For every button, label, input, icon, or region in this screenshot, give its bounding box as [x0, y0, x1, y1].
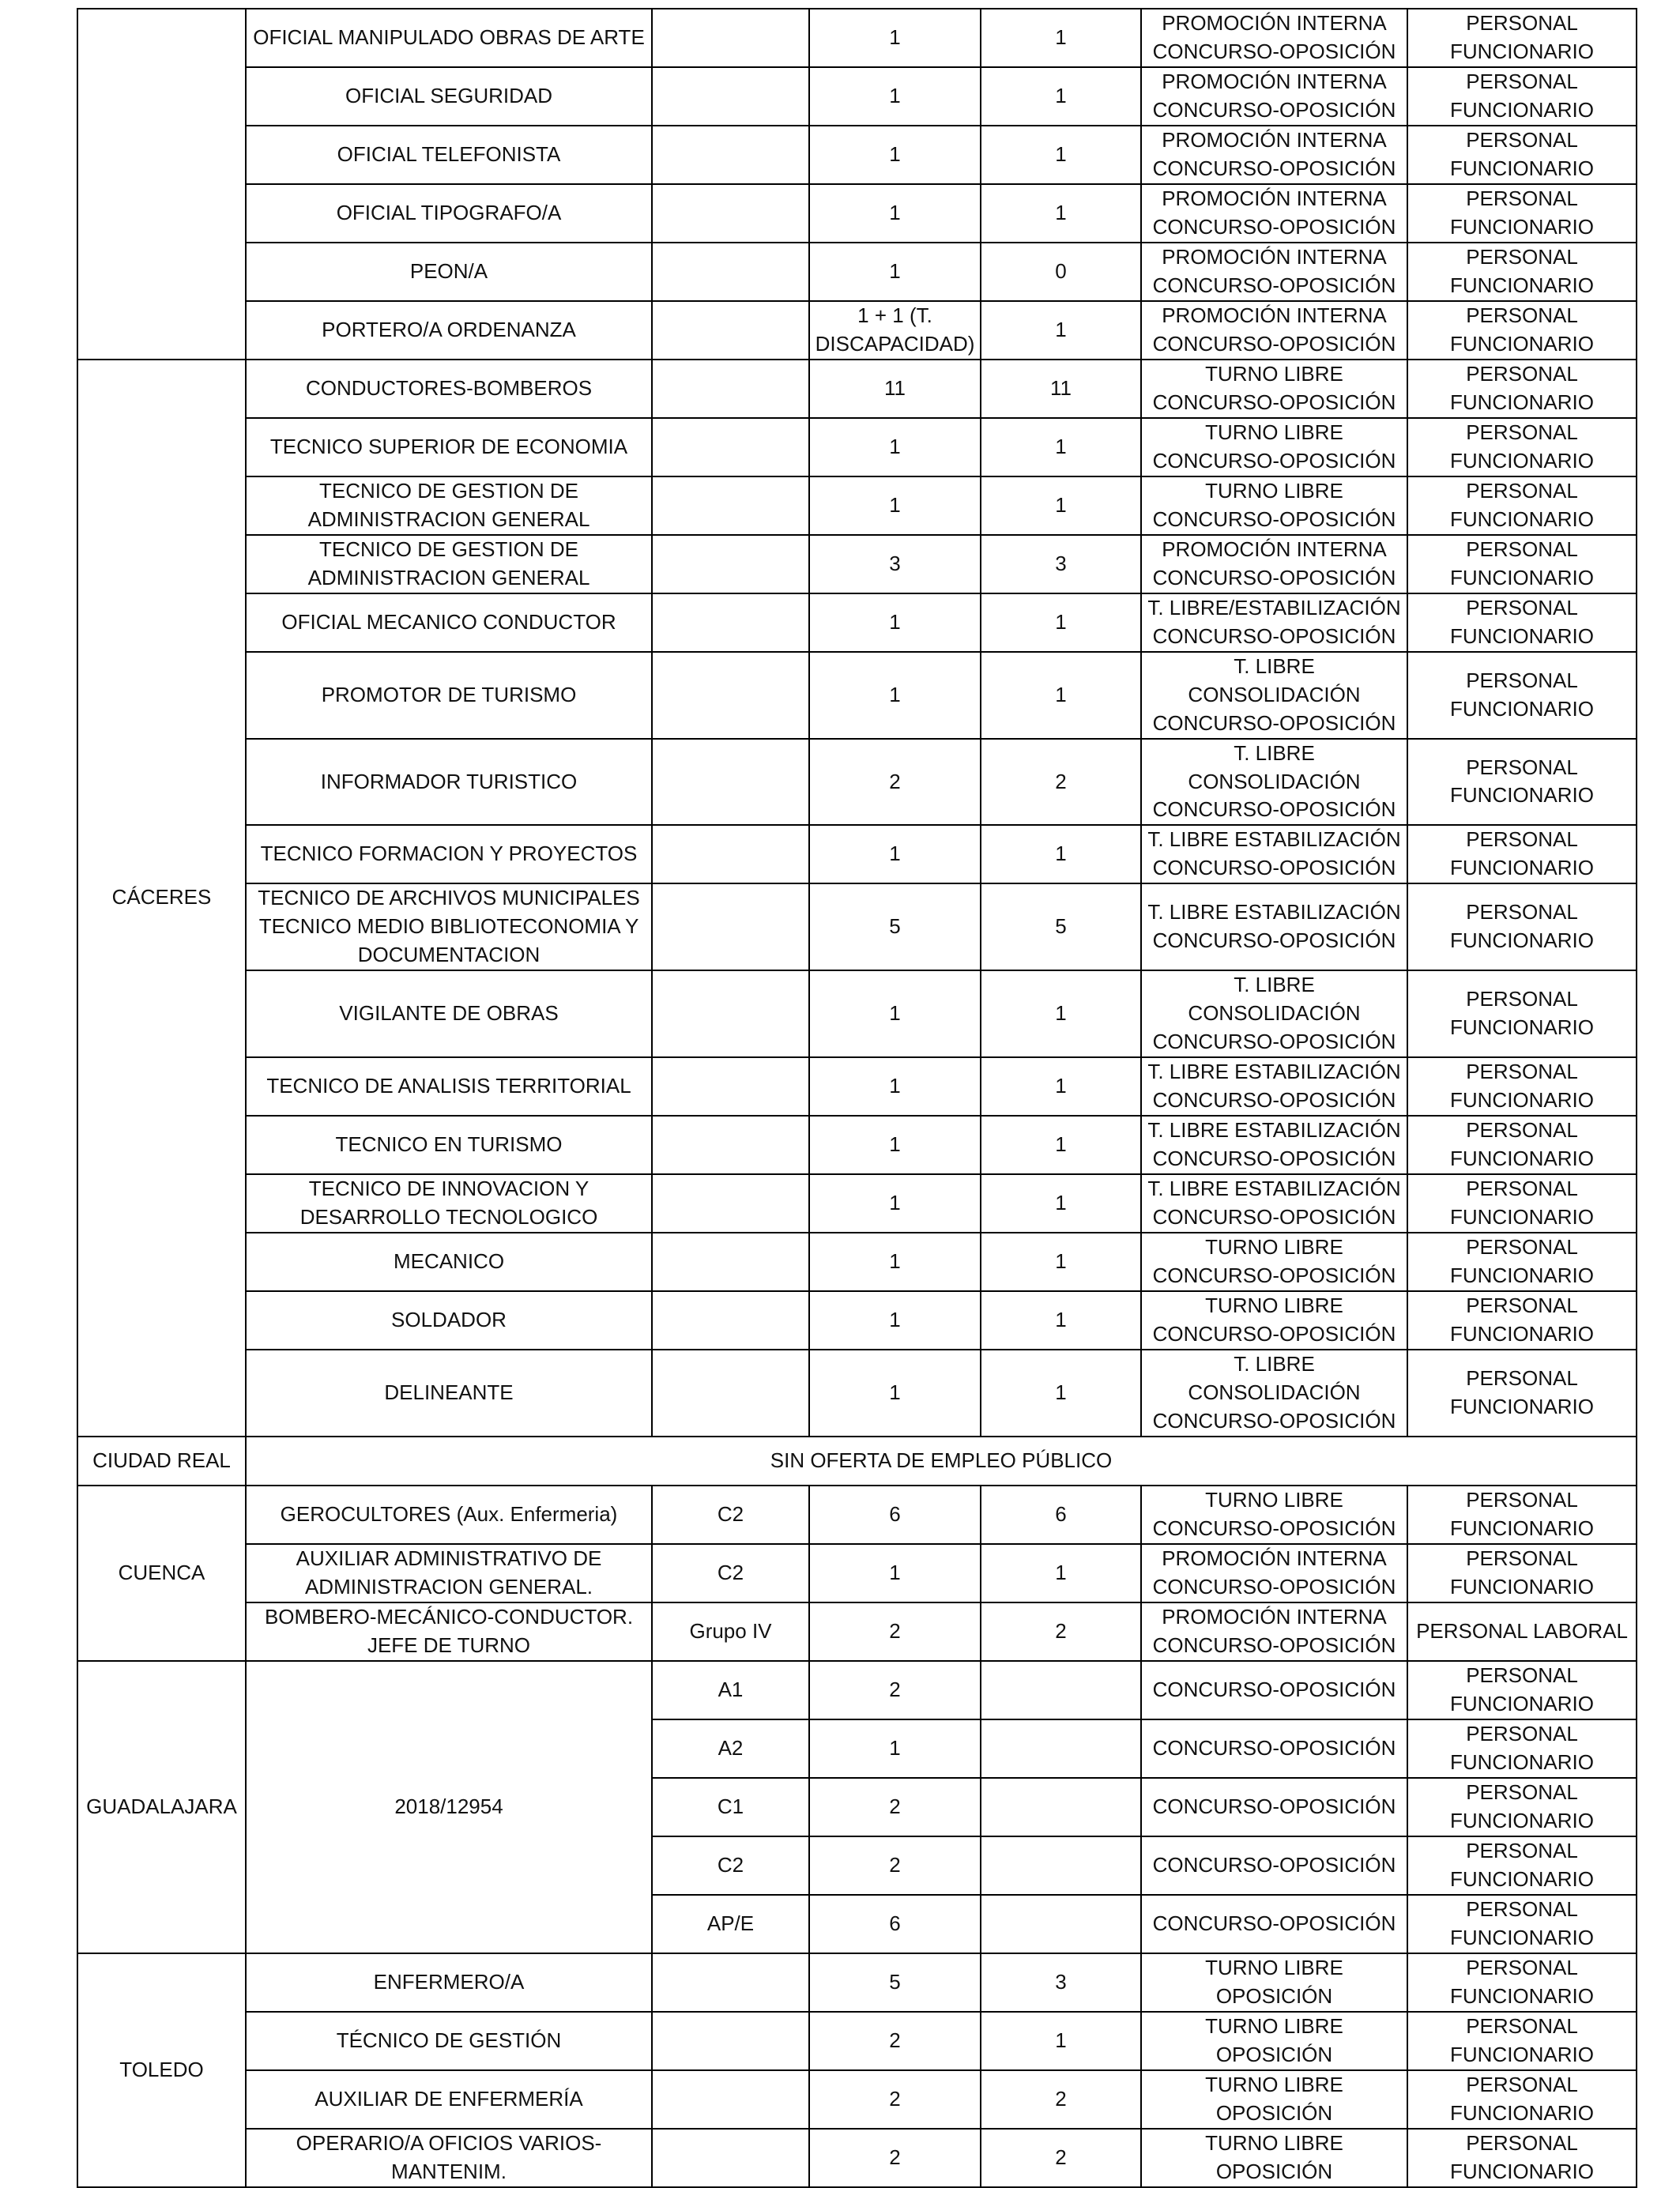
table-row — [77, 2129, 1637, 2187]
group-cell — [652, 9, 809, 67]
staff-type-cell: PERSONAL FUNCIONARIO — [1407, 2070, 1637, 2129]
position-cell: PORTERO/A ORDENANZA — [246, 301, 652, 360]
offered-cell: 1 — [809, 1544, 981, 1602]
staff-type-cell: PERSONAL FUNCIONARIO — [1407, 476, 1637, 535]
convened-cell: 1 — [981, 652, 1141, 739]
system-cell: TURNO LIBRE CONCURSO-OPOSICIÓN — [1141, 360, 1407, 418]
convened-cell: 0 — [981, 243, 1141, 301]
offered-cell: 2 — [809, 739, 981, 826]
group-cell — [652, 2070, 809, 2129]
staff-type-cell: PERSONAL FUNCIONARIO — [1407, 739, 1637, 826]
table-row — [77, 476, 1637, 535]
position-cell: OFICIAL MECANICO CONDUCTOR — [246, 593, 652, 652]
system-cell: T. LIBRE ESTABILIZACIÓN CONCURSO-OPOSICIÓN — [1141, 883, 1407, 970]
system-cell: TURNO LIBRE CONCURSO-OPOSICIÓN — [1141, 476, 1407, 535]
group-cell — [652, 593, 809, 652]
staff-type-cell: PERSONAL FUNCIONARIO — [1407, 825, 1637, 883]
group-cell — [652, 1233, 809, 1291]
offered-cell: 1 — [809, 1174, 981, 1233]
staff-type-cell: PERSONAL FUNCIONARIO — [1407, 652, 1637, 739]
offered-cell: 2 — [809, 1836, 981, 1895]
position-cell: TECNICO DE GESTION DE ADMINISTRACION GENERAL — [246, 535, 652, 593]
convened-cell: 1 — [981, 1057, 1141, 1116]
position-cell: BOMBERO-MECÁNICO-CONDUCTOR. JEFE DE TURNO — [246, 1602, 652, 1661]
convened-cell: 1 — [981, 301, 1141, 360]
position-cell: INFORMADOR TURISTICO — [246, 739, 652, 826]
offered-cell: 1 — [809, 825, 981, 883]
system-cell: PROMOCIÓN INTERNA CONCURSO-OPOSICIÓN — [1141, 184, 1407, 243]
convened-cell: 2 — [981, 2070, 1141, 2129]
system-cell: T. LIBRE CONSOLIDACIÓN CONCURSO-OPOSICIÓN — [1141, 652, 1407, 739]
staff-type-cell: PERSONAL FUNCIONARIO — [1407, 1057, 1637, 1116]
staff-type-cell: PERSONAL FUNCIONARIO — [1407, 9, 1637, 67]
convened-cell: 2 — [981, 739, 1141, 826]
offered-cell: 1 — [809, 1057, 981, 1116]
convened-cell: 1 — [981, 970, 1141, 1057]
position-cell: VIGILANTE DE OBRAS — [246, 970, 652, 1057]
convened-cell: 3 — [981, 535, 1141, 593]
table-row — [77, 593, 1637, 652]
convened-cell: 5 — [981, 883, 1141, 970]
group-cell — [652, 1291, 809, 1350]
table-row — [77, 1953, 1637, 2012]
position-cell: TECNICO EN TURISMO — [246, 1116, 652, 1174]
position-cell: TECNICO DE INNOVACION Y DESARROLLO TECNOLOGICO — [246, 1174, 652, 1233]
group-cell — [652, 1057, 809, 1116]
table-row — [77, 2012, 1637, 2070]
offered-cell: 2 — [809, 2012, 981, 2070]
position-cell: OFICIAL SEGURIDAD — [246, 67, 652, 126]
staff-type-cell: PERSONAL FUNCIONARIO — [1407, 1719, 1637, 1778]
convened-cell: 1 — [981, 825, 1141, 883]
system-cell: TURNO LIBRE CONCURSO-OPOSICIÓN — [1141, 1486, 1407, 1544]
position-cell: TÉCNICO DE GESTIÓN — [246, 2012, 652, 2070]
system-cell: TURNO LIBRE OPOSICIÓN — [1141, 2129, 1407, 2187]
position-cell: OFICIAL TIPOGRAFO/A — [246, 184, 652, 243]
system-cell: PROMOCIÓN INTERNA CONCURSO-OPOSICIÓN — [1141, 67, 1407, 126]
convened-cell — [981, 1661, 1141, 1719]
staff-type-cell: PERSONAL FUNCIONARIO — [1407, 883, 1637, 970]
offered-cell: 5 — [809, 883, 981, 970]
offered-cell: 2 — [809, 2129, 981, 2187]
system-cell: TURNO LIBRE OPOSICIÓN — [1141, 2012, 1407, 2070]
reference-cell: 2018/12954 — [246, 1661, 652, 1953]
offered-cell: 1 — [809, 418, 981, 476]
table-row — [77, 1544, 1637, 1602]
group-cell — [652, 243, 809, 301]
staff-type-cell: PERSONAL FUNCIONARIO — [1407, 243, 1637, 301]
offered-cell: 1 — [809, 970, 981, 1057]
document-page — [77, 8, 1636, 2183]
table-row — [77, 184, 1637, 243]
group-cell: A1 — [652, 1661, 809, 1719]
staff-type-cell: PERSONAL FUNCIONARIO — [1407, 1778, 1637, 1836]
staff-type-cell: PERSONAL FUNCIONARIO — [1407, 1895, 1637, 1953]
province-cell: CÁCERES — [77, 360, 246, 1437]
system-cell: CONCURSO-OPOSICIÓN — [1141, 1895, 1407, 1953]
offered-cell: 1 — [809, 652, 981, 739]
system-cell: PROMOCIÓN INTERNA CONCURSO-OPOSICIÓN — [1141, 126, 1407, 184]
group-cell — [652, 301, 809, 360]
position-cell: OFICIAL MANIPULADO OBRAS DE ARTE — [246, 9, 652, 67]
table-row — [77, 1350, 1637, 1437]
table-row — [77, 1602, 1637, 1661]
table-row — [77, 652, 1637, 739]
position-cell: TECNICO DE ANALISIS TERRITORIAL — [246, 1057, 652, 1116]
group-cell — [652, 883, 809, 970]
staff-type-cell: PERSONAL FUNCIONARIO — [1407, 535, 1637, 593]
convened-cell — [981, 1719, 1141, 1778]
table-row — [77, 1057, 1637, 1116]
province-cell: GUADALAJARA — [77, 1661, 246, 1953]
group-cell — [652, 2129, 809, 2187]
convened-cell: 11 — [981, 360, 1141, 418]
convened-cell: 1 — [981, 593, 1141, 652]
offered-cell: 2 — [809, 1661, 981, 1719]
table-row — [77, 9, 1637, 67]
staff-type-cell: PERSONAL FUNCIONARIO — [1407, 1836, 1637, 1895]
offered-cell: 1 — [809, 1116, 981, 1174]
offered-cell: 1 — [809, 126, 981, 184]
group-cell: C2 — [652, 1836, 809, 1895]
offered-cell: 6 — [809, 1486, 981, 1544]
position-cell: AUXILIAR DE ENFERMERÍA — [246, 2070, 652, 2129]
group-cell — [652, 418, 809, 476]
system-cell: CONCURSO-OPOSICIÓN — [1141, 1778, 1407, 1836]
position-cell: PROMOTOR DE TURISMO — [246, 652, 652, 739]
staff-type-cell: PERSONAL LABORAL — [1407, 1602, 1637, 1661]
offered-cell: 2 — [809, 1602, 981, 1661]
table-row — [77, 1661, 1637, 1719]
staff-type-cell: PERSONAL FUNCIONARIO — [1407, 126, 1637, 184]
offered-cell: 2 — [809, 1778, 981, 1836]
group-cell — [652, 1116, 809, 1174]
system-cell: PROMOCIÓN INTERNA CONCURSO-OPOSICIÓN — [1141, 9, 1407, 67]
table-row — [77, 67, 1637, 126]
convened-cell: 2 — [981, 2129, 1141, 2187]
system-cell: T. LIBRE ESTABILIZACIÓN CONCURSO-OPOSICIÓN — [1141, 825, 1407, 883]
convened-cell: 2 — [981, 1602, 1141, 1661]
convened-cell: 1 — [981, 1350, 1141, 1437]
group-cell — [652, 970, 809, 1057]
table-row — [77, 1437, 1637, 1486]
offered-cell: 1 — [809, 67, 981, 126]
convened-cell: 1 — [981, 1174, 1141, 1233]
table-row — [77, 883, 1637, 970]
position-cell: DELINEANTE — [246, 1350, 652, 1437]
table-row — [77, 243, 1637, 301]
offered-cell: 1 — [809, 243, 981, 301]
position-cell: CONDUCTORES-BOMBEROS — [246, 360, 652, 418]
system-cell: CONCURSO-OPOSICIÓN — [1141, 1836, 1407, 1895]
convened-cell: 1 — [981, 126, 1141, 184]
province-cell — [77, 9, 246, 360]
position-cell: TECNICO DE ARCHIVOS MUNICIPALES TECNICO MEDIO BIBLIOTECONOMIA Y DOCUMENTACION — [246, 883, 652, 970]
offered-cell: 1 — [809, 593, 981, 652]
table-row — [77, 360, 1637, 418]
convened-cell: 1 — [981, 9, 1141, 67]
position-cell: TECNICO FORMACION Y PROYECTOS — [246, 825, 652, 883]
position-cell: ENFERMERO/A — [246, 1953, 652, 2012]
convened-cell: 1 — [981, 67, 1141, 126]
staff-type-cell: PERSONAL FUNCIONARIO — [1407, 1661, 1637, 1719]
system-cell: T. LIBRE CONSOLIDACIÓN CONCURSO-OPOSICIÓN — [1141, 1350, 1407, 1437]
system-cell: T. LIBRE ESTABILIZACIÓN CONCURSO-OPOSICIÓN — [1141, 1057, 1407, 1116]
group-cell: C2 — [652, 1486, 809, 1544]
offered-cell: 5 — [809, 1953, 981, 2012]
group-cell: C1 — [652, 1778, 809, 1836]
position-cell: OFICIAL TELEFONISTA — [246, 126, 652, 184]
convened-cell: 6 — [981, 1486, 1141, 1544]
table-row — [77, 1116, 1637, 1174]
no-offer-note: SIN OFERTA DE EMPLEO PÚBLICO — [246, 1437, 1637, 1486]
offered-cell: 1 — [809, 184, 981, 243]
staff-type-cell: PERSONAL FUNCIONARIO — [1407, 301, 1637, 360]
convened-cell: 1 — [981, 2012, 1141, 2070]
table-row — [77, 418, 1637, 476]
offered-cell: 1 — [809, 1233, 981, 1291]
system-cell: PROMOCIÓN INTERNA CONCURSO-OPOSICIÓN — [1141, 1544, 1407, 1602]
group-cell: Grupo IV — [652, 1602, 809, 1661]
offered-cell: 1 + 1 (T. DISCAPACIDAD) — [809, 301, 981, 360]
staff-type-cell: PERSONAL FUNCIONARIO — [1407, 1291, 1637, 1350]
staff-type-cell: PERSONAL FUNCIONARIO — [1407, 1953, 1637, 2012]
table-row — [77, 1486, 1637, 1544]
position-cell: MECANICO — [246, 1233, 652, 1291]
province-cell: CIUDAD REAL — [77, 1437, 246, 1486]
group-cell: C2 — [652, 1544, 809, 1602]
province-cell: TOLEDO — [77, 1953, 246, 2187]
offered-cell: 1 — [809, 476, 981, 535]
system-cell: PROMOCIÓN INTERNA CONCURSO-OPOSICIÓN — [1141, 535, 1407, 593]
system-cell: T. LIBRE ESTABILIZACIÓN CONCURSO-OPOSICIÓN — [1141, 1116, 1407, 1174]
table-row — [77, 2070, 1637, 2129]
staff-type-cell: PERSONAL FUNCIONARIO — [1407, 1233, 1637, 1291]
group-cell — [652, 535, 809, 593]
table-row — [77, 825, 1637, 883]
system-cell: TURNO LIBRE CONCURSO-OPOSICIÓN — [1141, 418, 1407, 476]
convened-cell — [981, 1778, 1141, 1836]
position-cell: SOLDADOR — [246, 1291, 652, 1350]
table-row — [77, 1174, 1637, 1233]
system-cell: T. LIBRE ESTABILIZACIÓN CONCURSO-OPOSICIÓN — [1141, 1174, 1407, 1233]
group-cell: A2 — [652, 1719, 809, 1778]
employment-offer-table — [77, 8, 1637, 2188]
group-cell — [652, 825, 809, 883]
staff-type-cell: PERSONAL FUNCIONARIO — [1407, 1350, 1637, 1437]
system-cell: T. LIBRE CONSOLIDACIÓN CONCURSO-OPOSICIÓN — [1141, 970, 1407, 1057]
position-cell: OPERARIO/A OFICIOS VARIOS- MANTENIM. — [246, 2129, 652, 2187]
staff-type-cell: PERSONAL FUNCIONARIO — [1407, 360, 1637, 418]
position-cell: AUXILIAR ADMINISTRATIVO DE ADMINISTRACION GENERAL. — [246, 1544, 652, 1602]
staff-type-cell: PERSONAL FUNCIONARIO — [1407, 1486, 1637, 1544]
convened-cell: 1 — [981, 1291, 1141, 1350]
convened-cell: 1 — [981, 418, 1141, 476]
offered-cell: 6 — [809, 1895, 981, 1953]
group-cell — [652, 2012, 809, 2070]
system-cell: TURNO LIBRE OPOSICIÓN — [1141, 1953, 1407, 2012]
group-cell — [652, 184, 809, 243]
system-cell: CONCURSO-OPOSICIÓN — [1141, 1661, 1407, 1719]
offered-cell: 3 — [809, 535, 981, 593]
staff-type-cell: PERSONAL FUNCIONARIO — [1407, 184, 1637, 243]
table-row — [77, 1291, 1637, 1350]
staff-type-cell: PERSONAL FUNCIONARIO — [1407, 970, 1637, 1057]
staff-type-cell: PERSONAL FUNCIONARIO — [1407, 418, 1637, 476]
staff-type-cell: PERSONAL FUNCIONARIO — [1407, 2129, 1637, 2187]
convened-cell: 1 — [981, 1116, 1141, 1174]
province-cell: CUENCA — [77, 1486, 246, 1661]
system-cell: PROMOCIÓN INTERNA CONCURSO-OPOSICIÓN — [1141, 301, 1407, 360]
group-cell — [652, 1174, 809, 1233]
offered-cell: 11 — [809, 360, 981, 418]
offered-cell: 1 — [809, 1719, 981, 1778]
table-row — [77, 535, 1637, 593]
convened-cell: 1 — [981, 1544, 1141, 1602]
offered-cell: 2 — [809, 2070, 981, 2129]
staff-type-cell: PERSONAL FUNCIONARIO — [1407, 593, 1637, 652]
system-cell: TURNO LIBRE CONCURSO-OPOSICIÓN — [1141, 1291, 1407, 1350]
staff-type-cell: PERSONAL FUNCIONARIO — [1407, 67, 1637, 126]
group-cell — [652, 652, 809, 739]
offered-cell: 1 — [809, 1291, 981, 1350]
position-cell: TECNICO DE GESTION DE ADMINISTRACION GENERAL — [246, 476, 652, 535]
staff-type-cell: PERSONAL FUNCIONARIO — [1407, 1116, 1637, 1174]
table-row — [77, 970, 1637, 1057]
system-cell: CONCURSO-OPOSICIÓN — [1141, 1719, 1407, 1778]
system-cell: PROMOCIÓN INTERNA CONCURSO-OPOSICIÓN — [1141, 1602, 1407, 1661]
convened-cell: 3 — [981, 1953, 1141, 2012]
offered-cell: 1 — [809, 1350, 981, 1437]
system-cell: TURNO LIBRE OPOSICIÓN — [1141, 2070, 1407, 2129]
table-row — [77, 1233, 1637, 1291]
table-row — [77, 301, 1637, 360]
staff-type-cell: PERSONAL FUNCIONARIO — [1407, 1544, 1637, 1602]
system-cell: PROMOCIÓN INTERNA CONCURSO-OPOSICIÓN — [1141, 243, 1407, 301]
group-cell — [652, 67, 809, 126]
position-cell: GEROCULTORES (Aux. Enfermeria) — [246, 1486, 652, 1544]
system-cell: TURNO LIBRE CONCURSO-OPOSICIÓN — [1141, 1233, 1407, 1291]
table-row — [77, 739, 1637, 826]
group-cell — [652, 1350, 809, 1437]
convened-cell: 1 — [981, 476, 1141, 535]
position-cell: PEON/A — [246, 243, 652, 301]
convened-cell: 1 — [981, 184, 1141, 243]
group-cell — [652, 126, 809, 184]
staff-type-cell: PERSONAL FUNCIONARIO — [1407, 2012, 1637, 2070]
system-cell: T. LIBRE/ESTABILIZACIÓN CONCURSO-OPOSICIÓN — [1141, 593, 1407, 652]
system-cell: T. LIBRE CONSOLIDACIÓN CONCURSO-OPOSICIÓN — [1141, 739, 1407, 826]
table-row — [77, 126, 1637, 184]
offered-cell: 1 — [809, 9, 981, 67]
group-cell — [652, 739, 809, 826]
position-cell: TECNICO SUPERIOR DE ECONOMIA — [246, 418, 652, 476]
staff-type-cell: PERSONAL FUNCIONARIO — [1407, 1174, 1637, 1233]
convened-cell — [981, 1895, 1141, 1953]
convened-cell: 1 — [981, 1233, 1141, 1291]
group-cell — [652, 360, 809, 418]
convened-cell — [981, 1836, 1141, 1895]
group-cell: AP/E — [652, 1895, 809, 1953]
group-cell — [652, 476, 809, 535]
group-cell — [652, 1953, 809, 2012]
